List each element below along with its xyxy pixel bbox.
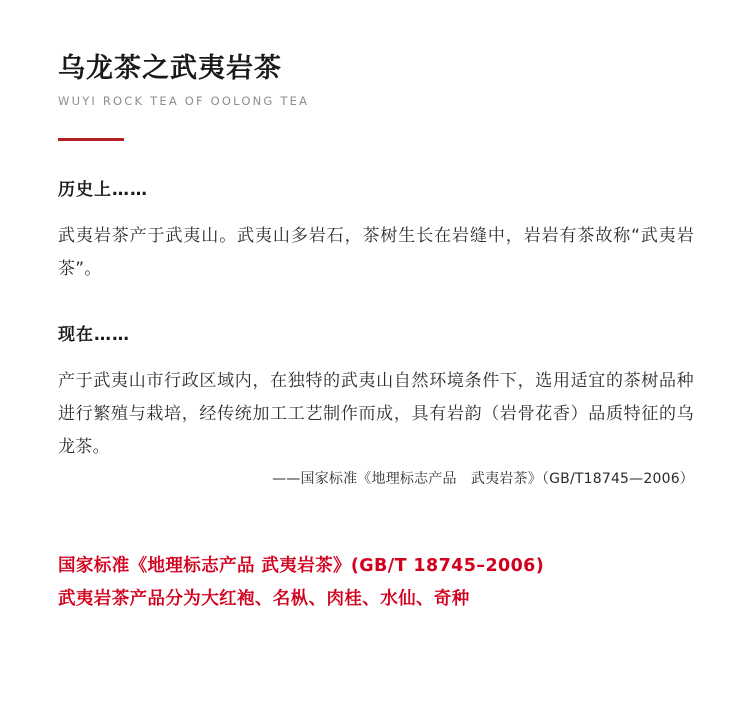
highlight-line-standard: 国家标准《地理标志产品 武夷岩茶》(GB/T 18745–2006)	[58, 556, 545, 577]
section-source-citation: ——国家标准《地理标志产品 武夷岩茶》（GB/T18745—2006）	[272, 471, 694, 488]
section-heading-present: 现在……	[58, 325, 130, 346]
page-title: 乌龙茶之武夷岩茶	[58, 53, 282, 84]
section-heading-history: 历史上……	[58, 179, 148, 200]
section-paragraph-present: 产于武夷山市行政区域内，在独特的武夷山自然环境条件下，选用适宜的茶树品种进行繁殖与栽培，经传统加工工艺制作而成，具有岩韵（岩骨花香）品质特征的乌龙茶。	[58, 371, 694, 458]
highlight-block	[58, 550, 694, 615]
page-subtitle: WUYI ROCK TEA OF OOLONG TEA	[58, 93, 310, 108]
accent-divider	[58, 138, 124, 141]
section-paragraph-history: 武夷岩茶产于武夷山。武夷山多岩石，茶树生长在岩缝中，岩岩有茶故称“武夷岩茶”。	[58, 225, 694, 279]
highlight-line-varieties: 武夷岩茶产品分为大红袍、名枞、肉桂、水仙、奇种	[58, 588, 470, 609]
